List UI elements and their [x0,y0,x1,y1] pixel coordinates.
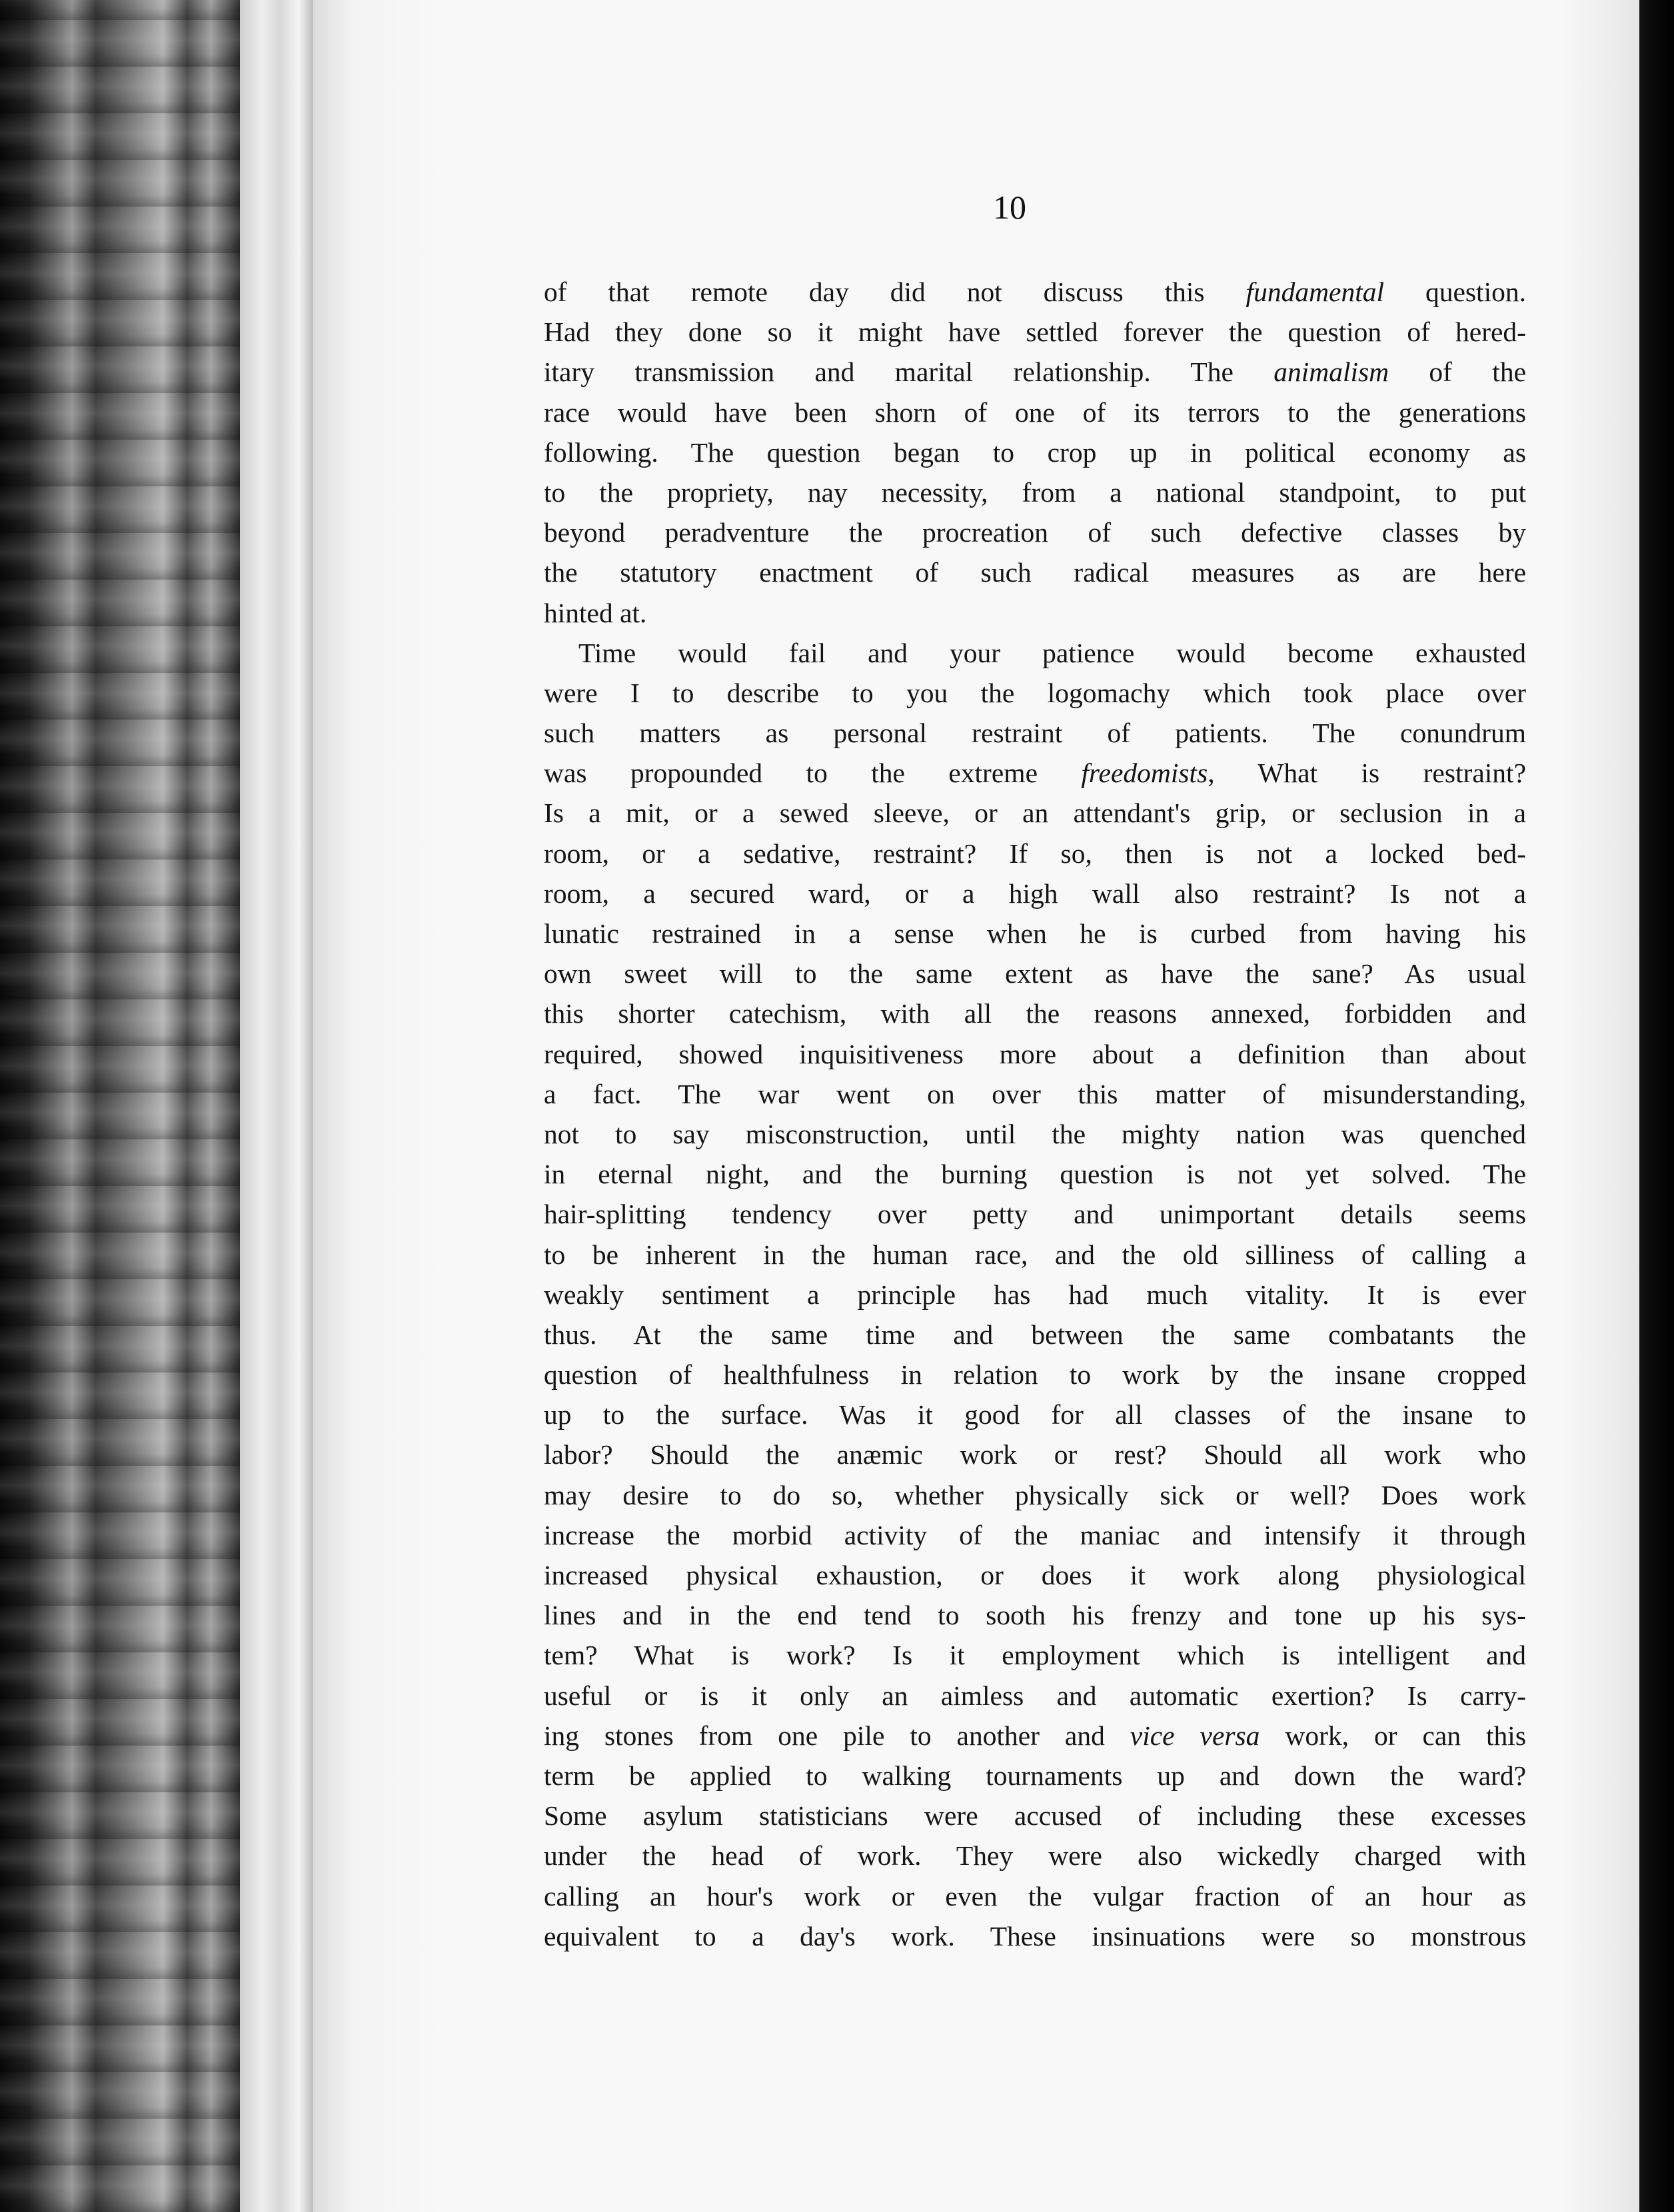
italic-text: fundamental [1246,276,1385,307]
text-segment: work, or can this [1259,1720,1526,1751]
text-segment: increased physical exhaustion, or does it work along physiological [544,1560,1526,1590]
text-segment: increase the morbid activity of the maniac and intensify it through [544,1519,1526,1550]
text-line [544,1555,1526,1595]
text-line [544,512,1526,552]
text-segment: a fact. The war went on over this matter of misunderstanding, [544,1078,1526,1109]
text-segment: race would have been shorn of one of its terrors to the generations [544,396,1526,428]
text-segment: to the propriety, nay necessity, from a national standpoint, to put [544,476,1526,508]
text-line [544,833,1526,873]
text-segment: up to the surface. Was it good for all classes of the insane to [544,1399,1526,1430]
text-segment: under the head of work. They were also wickedly charged with [544,1840,1526,1872]
text-segment: question of healthfulness in relation to work by the insane cropped [544,1359,1526,1390]
text-segment: of that remote day did not discuss this [544,276,1246,307]
text-line [544,1275,1526,1315]
text-line [544,1355,1526,1394]
text-line [544,312,1526,352]
italic-text: freedomists [1081,758,1208,789]
text-segment: room, or a sedative, restraint? If so, then is not a locked bed- [544,837,1526,869]
text-line [544,1114,1526,1154]
facing-page-edge [1639,0,1674,2212]
text-line [544,913,1526,953]
text-segment: Had they done so it might have settled forever the question of hered- [544,316,1526,348]
text-line [544,1475,1526,1515]
text-segment: were I to describe to you the logomachy which took place over [544,677,1526,708]
text-segment: room, a secured ward, or a high wall also restraint? Is not a [544,877,1526,909]
text-segment: question. [1384,276,1526,307]
text-segment: required, showed inquisitiveness more about a definition than about [544,1038,1526,1069]
body-text [544,272,1526,1956]
text-segment: of the [1389,356,1526,388]
text-line [544,1235,1526,1275]
book-binding [0,0,240,2212]
text-line [544,432,1526,472]
text-line [544,953,1526,993]
text-line [544,1434,1526,1474]
text-line [544,1194,1526,1234]
text-segment: hinted at. [544,597,647,628]
text-line [544,1876,1526,1916]
text-segment: such matters as personal restraint of patients. The conundrum [544,718,1526,749]
text-line [544,472,1526,512]
text-segment: lunatic restrained in a sense when he is curbed from having his [544,918,1526,949]
text-line [544,1154,1526,1194]
text-segment: hair-splitting tendency over petty and unimportant details seems [544,1199,1526,1230]
text-line [544,1034,1526,1074]
text-segment: calling an hour's work or even the vulgar fraction of an hour as [544,1880,1526,1912]
text-line [544,1836,1526,1876]
text-segment: weakly sentiment a principle has had much vitality. It is ever [544,1279,1526,1310]
text-line [544,1394,1526,1434]
page-number: 10 [993,189,1026,226]
text-segment: useful or is it only an aimless and automatic exertion? Is carry- [544,1680,1526,1711]
text-segment: term be applied to walking tournaments up and down the ward? [544,1760,1526,1791]
text-line [544,873,1526,913]
text-segment: own sweet will to the same extent as have the sane? As usual [544,958,1526,989]
text-line [544,392,1526,432]
text-line [544,713,1526,753]
text-segment: in eternal night, and the burning question is not yet solved. The [544,1159,1526,1190]
text-segment: Is a mit, or a sewed sleeve, or an attendant's grip, or seclusion in a [544,798,1526,829]
text-line [544,352,1526,392]
text-segment: this shorter catechism, with all the reasons annexed, forbidden and [544,998,1526,1029]
text-line [544,993,1526,1033]
text-segment: Some asylum statisticians were accused of including these excesses [544,1800,1526,1832]
text-line [544,272,1526,312]
text-segment: may desire to do so, whether physically sick or well? Does work [544,1479,1526,1510]
text-segment: equivalent to a day's work. These insinuations were so monstrous [544,1920,1526,1951]
text-segment: , What is restraint? [1208,758,1526,789]
italic-text: vice versa [1130,1720,1260,1751]
text-line [544,552,1526,592]
text-line [544,1676,1526,1716]
text-line [544,1315,1526,1355]
text-segment: thus. At the same time and between the same combatants the [544,1319,1526,1350]
text-line [544,793,1526,833]
book-page [313,0,1639,2212]
text-segment: labor? Should the anæmic work or rest? Should all work who [544,1439,1526,1470]
text-segment: following. The question began to crop up in political economy as [544,436,1526,468]
text-line [544,1716,1526,1756]
text-segment: to be inherent in the human race, and the old silliness of calling a [544,1239,1526,1270]
text-segment: ing stones from one pile to another and [544,1720,1130,1751]
text-segment: Time would fail and your patience would become exhausted [578,637,1526,668]
italic-text: animalism [1273,356,1389,388]
text-line [544,673,1526,713]
text-segment: tem? What is work? Is it employment which is intelligent and [544,1640,1526,1671]
page-stack-edge [240,0,313,2212]
text-line [544,1916,1526,1956]
text-line [544,1796,1526,1836]
text-line [544,1756,1526,1796]
text-segment: beyond peradventure the procreation of such defective classes by [544,517,1526,548]
text-segment: not to say misconstruction, until the mighty nation was quenched [544,1118,1526,1149]
text-line [544,633,1526,673]
text-segment: lines and in the end tend to sooth his frenzy and tone up his sys- [544,1600,1526,1631]
text-segment: the statutory enactment of such radical measures as are here [544,557,1526,588]
text-line [544,593,1526,633]
text-line [544,1515,1526,1555]
text-line [544,1074,1526,1114]
text-segment: itary transmission and marital relationship. The [544,356,1274,388]
text-line [544,753,1526,793]
text-line [544,1635,1526,1675]
text-segment: was propounded to the extreme [544,758,1082,789]
text-line [544,1595,1526,1635]
